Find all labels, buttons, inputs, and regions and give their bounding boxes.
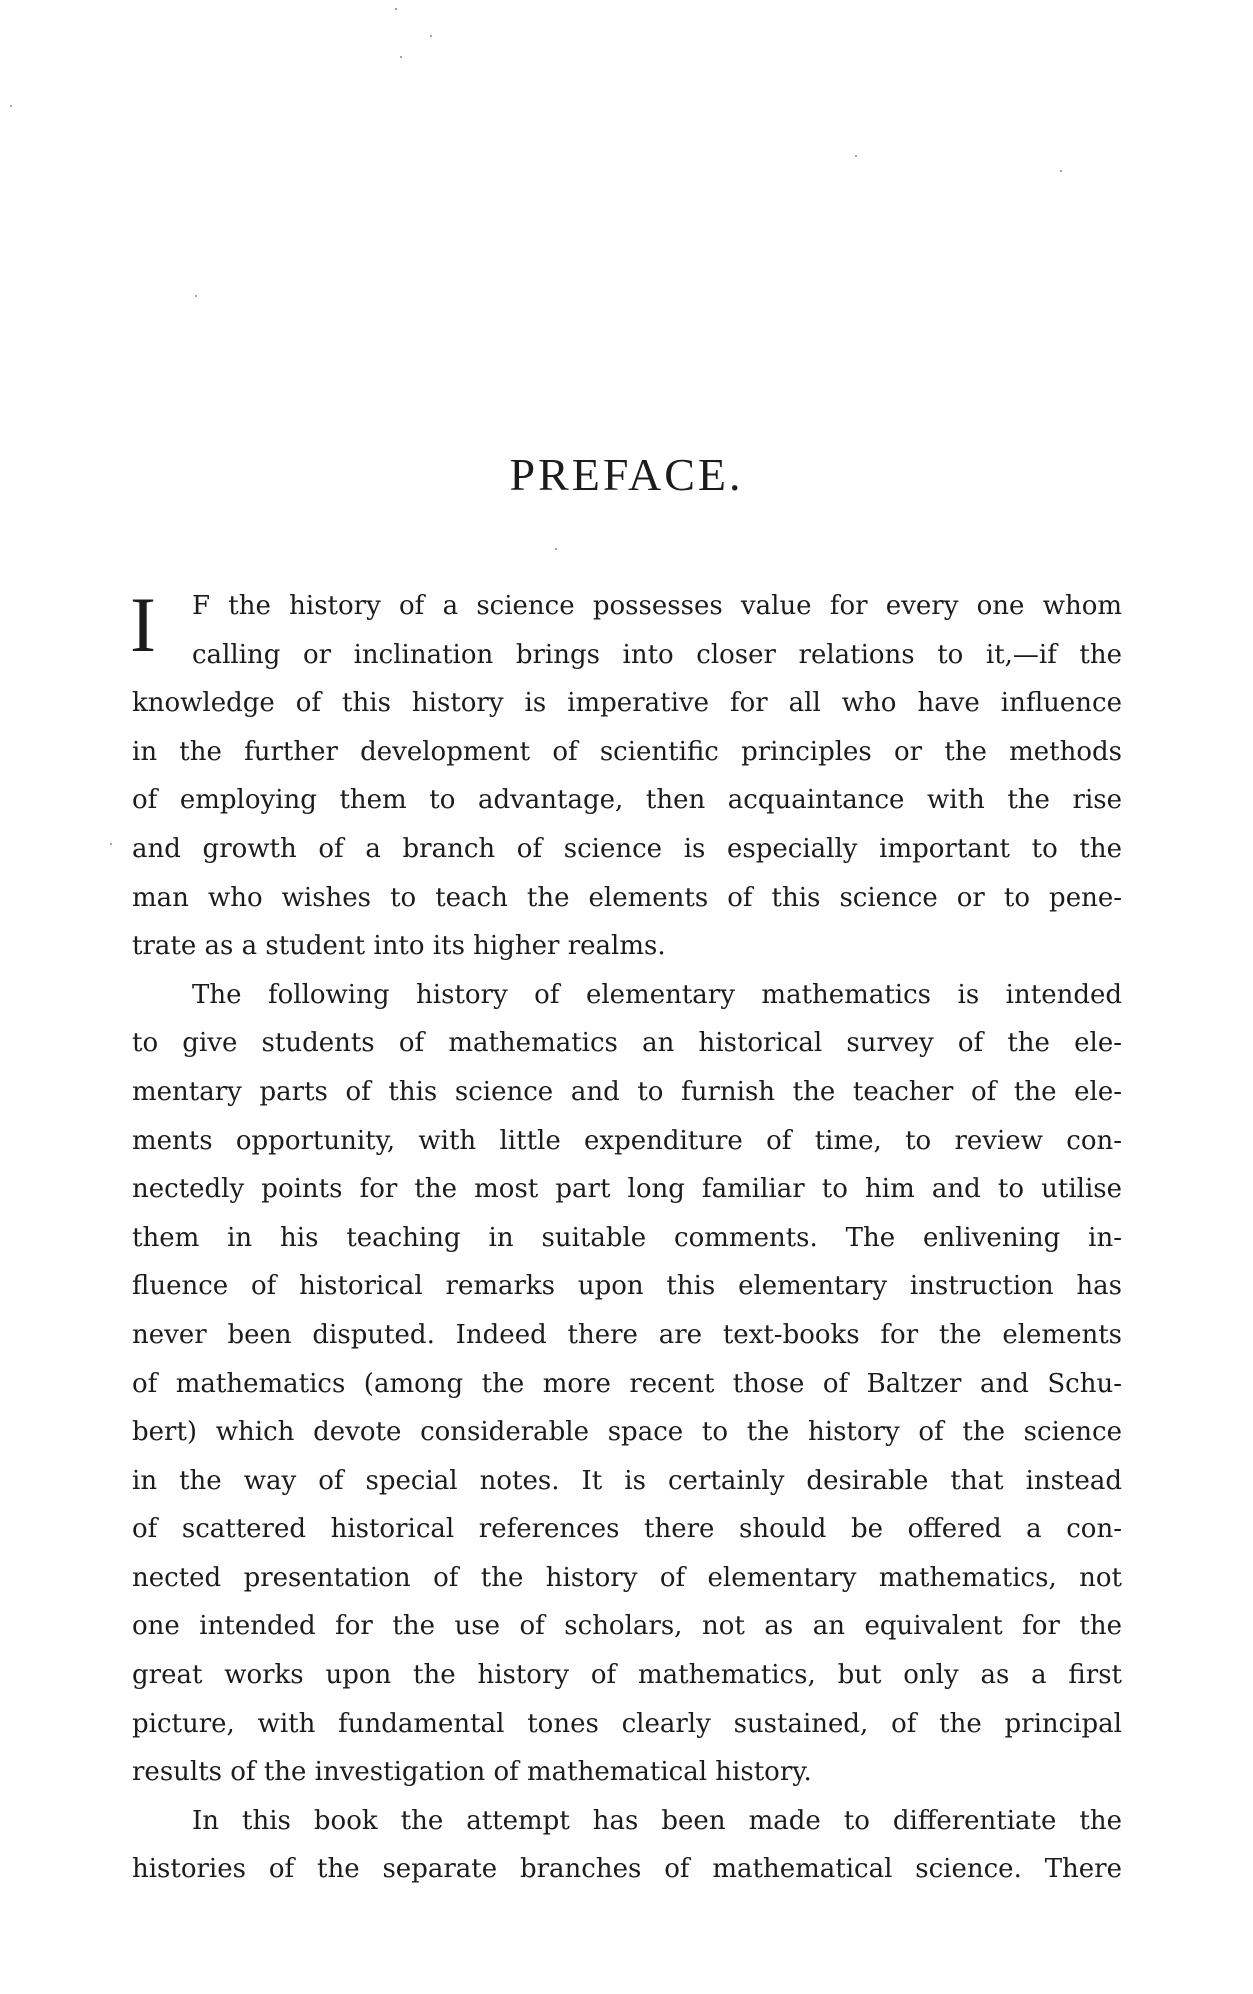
text-line: man who wishes to teach the elements of this science or to pene- <box>132 882 1122 913</box>
scan-speck <box>1060 170 1062 172</box>
paragraph-1 <box>132 582 1122 971</box>
text-line: of employing them to advantage, then acquaintance with the rise <box>132 785 1122 816</box>
text-line: trate as a student into its higher realms. <box>132 931 666 962</box>
text-line: In this book the attempt has been made to differentiate the <box>192 1805 1122 1836</box>
text-line: never been disputed. Indeed there are text-books for the elements <box>132 1319 1122 1350</box>
text-line: picture, with fundamental tones clearly sustained, of the principal <box>132 1708 1122 1739</box>
page-title: PREFACE. <box>509 449 744 500</box>
scan-speck <box>855 155 857 157</box>
text-line: knowledge of this history is imperative for all who have influence <box>132 688 1122 719</box>
scan-speck <box>400 56 402 58</box>
text-line: histories of the separate branches of mathematical science. There <box>132 1854 1122 1885</box>
paragraph-2 <box>132 971 1122 1797</box>
text-line: nected presentation of the history of elementary mathematics, not <box>132 1562 1122 1593</box>
scan-speck <box>10 105 12 107</box>
scan-speck <box>110 843 112 845</box>
text-line: The following history of elementary mathematics is intended <box>192 979 1122 1010</box>
text-line: results of the investigation of mathematical history. <box>132 1757 812 1788</box>
text-line: calling or inclination brings into closer relations to it,—if the <box>192 639 1122 670</box>
text-line: in the further development of scientific principles or the methods <box>132 736 1122 767</box>
scan-speck <box>430 35 432 37</box>
text-line: ments opportunity, with little expenditure of time, to review con- <box>132 1125 1122 1156</box>
paragraph-3 <box>132 1797 1122 1894</box>
text-line: mentary parts of this science and to furnish the teacher of the ele- <box>132 1076 1122 1107</box>
text-line: one intended for the use of scholars, not as an equivalent for the <box>132 1611 1122 1642</box>
text-line: fluence of historical remarks upon this elementary instruction has <box>132 1271 1122 1302</box>
text-line: bert) which devote considerable space to the history of the science <box>132 1417 1122 1448</box>
text-line: in the way of special notes. It is certainly desirable that instead <box>132 1465 1122 1496</box>
drop-cap: I <box>130 581 156 668</box>
text-line: to give students of mathematics an historical survey of the ele- <box>132 1028 1122 1059</box>
text-line: of mathematics (among the more recent those of Baltzer and Schu- <box>132 1368 1122 1399</box>
scan-speck <box>555 548 557 550</box>
text-line: and growth of a branch of science is especially important to the <box>132 833 1122 864</box>
line-text: F the history of a science possesses value for every one whom <box>192 591 1122 621</box>
text-line: great works upon the history of mathematics, but only as a first <box>132 1660 1122 1691</box>
scan-speck <box>195 295 197 297</box>
scan-speck <box>395 8 397 10</box>
text-line: them in his teaching in suitable comments. The enlivening in- <box>132 1222 1122 1253</box>
text-line: nectedly points for the most part long familiar to him and to utilise <box>132 1174 1122 1205</box>
preface-body <box>132 582 1122 1894</box>
text-line: of scattered historical references there should be offered a con- <box>132 1514 1122 1545</box>
